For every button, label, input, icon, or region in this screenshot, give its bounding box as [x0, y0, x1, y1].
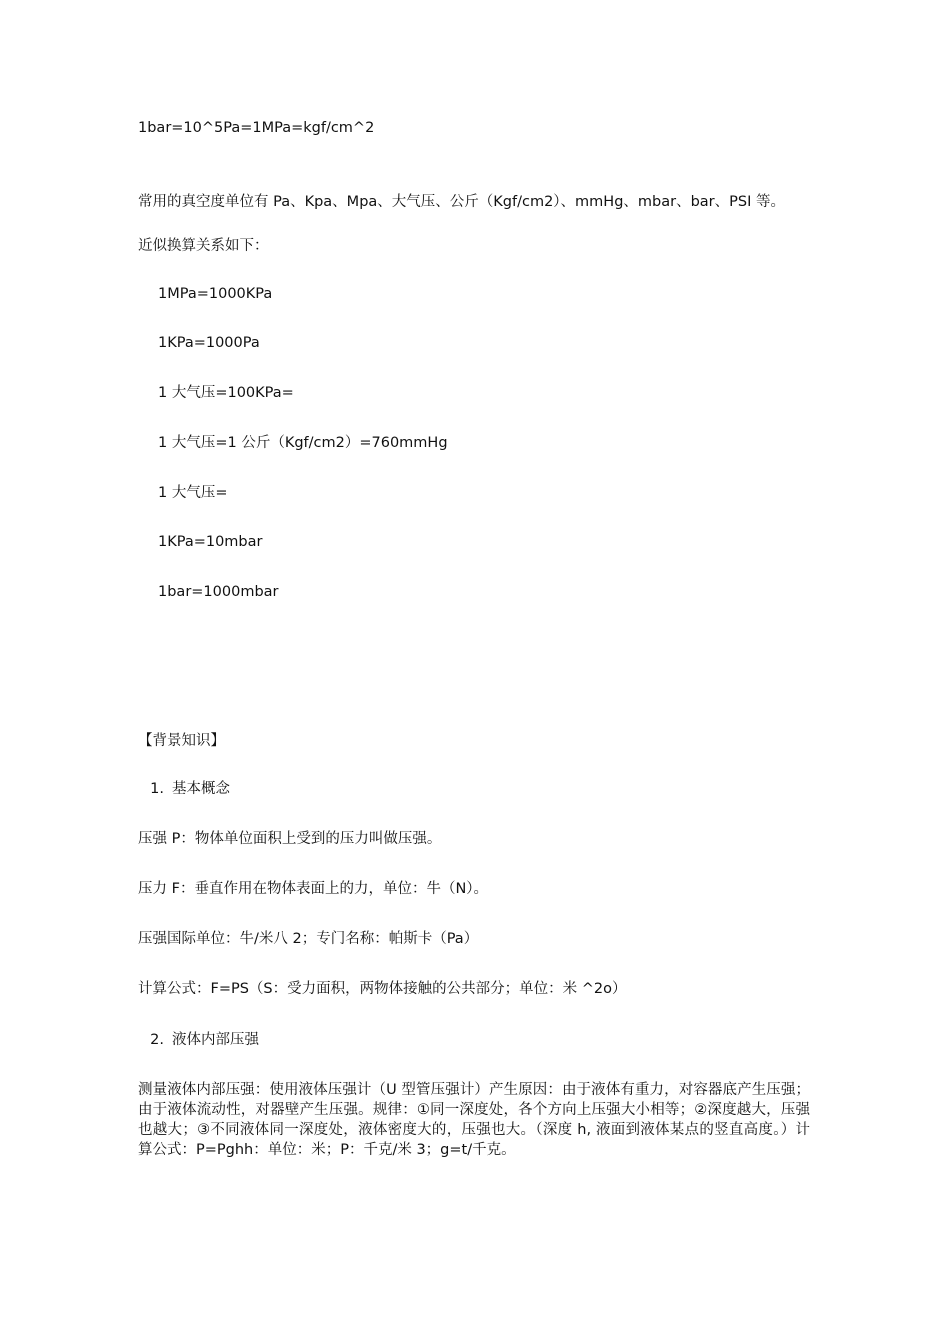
- approx-conversion-intro: 近似换算关系如下：: [138, 238, 269, 254]
- conversion-item: 1KPa=1000Pa: [158, 335, 260, 351]
- item1-heading: [138, 779, 230, 799]
- background-heading: 【背景知识】: [138, 733, 225, 749]
- conversion-item: 1bar=1000mbar: [158, 584, 279, 600]
- item2-heading: [138, 1030, 259, 1050]
- item1-title: 基本概念: [172, 781, 230, 797]
- conversion-item: 1 大气压=1 公斤（Kgf/cm2）=760mmHg: [158, 435, 448, 451]
- liquid-pressure-paragraph: 测量液体内部压强：使用液体压强计（U 型管压强计）产生原因：由于液体有重力，对容器底产生压强；由于液体流动性，对器壁产生压强。规律：①同一深度处，各个方向上压强大小相等；②深度越大，压强也越大；③不同液体同一深度处，液体密度大的，压强也大。（深度 h, 液面到液体某点的竖直高度。）计算公式：P=Pghh：单位：米；P：千克/米 3；g=t/千克。: [138, 1082, 810, 1158]
- pressure-definition: 压强 P：物体单位面积上受到的压力叫做压强。: [138, 831, 442, 847]
- conversion-item: 1 大气压=100KPa=: [158, 385, 294, 401]
- formula-line: 计算公式：F=PS（S：受力面积，两物体接触的公共部分；单位：米 ^2o）: [138, 981, 627, 997]
- force-definition: 压力 F：垂直作用在物体表面上的力，单位：牛（N）。: [138, 881, 489, 897]
- vacuum-units-intro: 常用的真空度单位有 Pa、Kpa、Mpa、大气压、公斤（Kgf/cm2）、mmHg、mbar、bar、PSI 等。: [138, 194, 785, 210]
- item2-title: 液体内部压强: [172, 1032, 259, 1048]
- conversion-item: 1MPa=1000KPa: [158, 286, 273, 302]
- item1-number: 1.: [150, 781, 164, 797]
- bar-conversion-formula: 1bar=10^5Pa=1MPa=kgf/cm^2: [138, 120, 375, 136]
- si-unit-line: 压强国际单位：牛/米八 2；专门名称：帕斯卡（Pa）: [138, 931, 479, 947]
- item2-number: 2.: [150, 1032, 164, 1048]
- conversion-item: 1 大气压=: [158, 485, 228, 501]
- conversion-item: 1KPa=10mbar: [158, 534, 263, 550]
